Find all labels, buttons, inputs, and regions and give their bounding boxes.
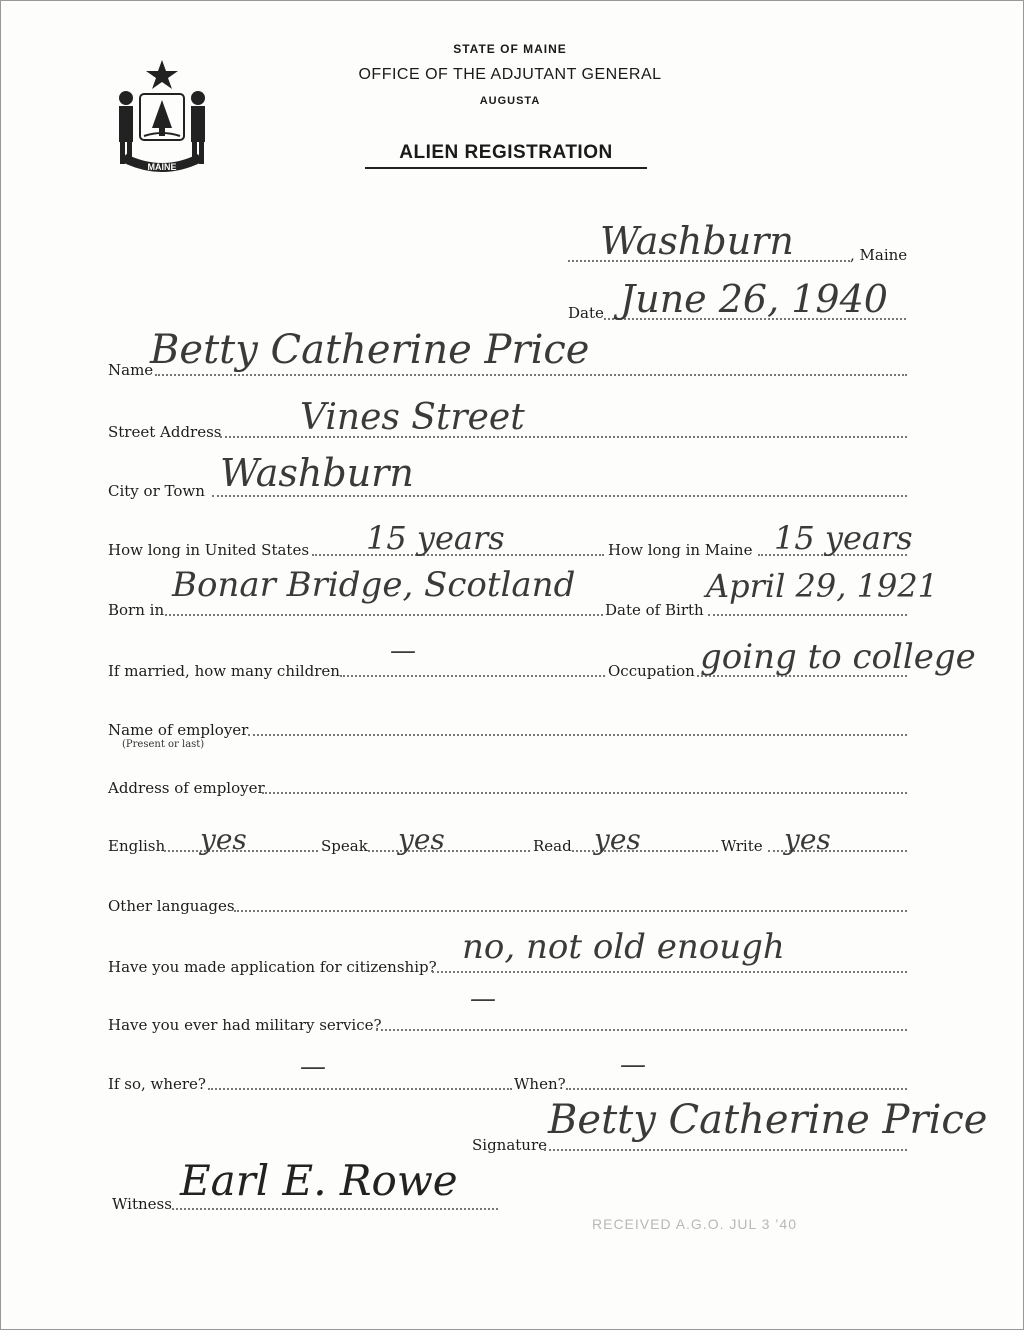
occupation-label: Occupation — [608, 662, 695, 680]
me-duration-label: How long in Maine — [608, 541, 753, 559]
place-value: Washburn — [600, 219, 794, 263]
employer-address-label: Address of employer — [108, 779, 265, 797]
me-duration-value: 15 years — [774, 519, 913, 557]
other-languages-line — [234, 910, 907, 912]
read-label: Read — [533, 837, 572, 855]
received-stamp: RECEIVED A.G.O. JUL 3 ’40 — [592, 1216, 797, 1232]
citizenship-label: Have you made application for citizenship? — [108, 958, 437, 976]
dob-label: Date of Birth — [605, 601, 704, 619]
when-label: When? — [514, 1075, 566, 1093]
read-value: yes — [594, 823, 641, 856]
employer-sublabel: (Present or last) — [122, 739, 205, 750]
form-title: ALIEN REGISTRATION — [365, 142, 647, 169]
military-value: — — [470, 984, 496, 1014]
write-value: yes — [784, 823, 831, 856]
dob-value: April 29, 1921 — [706, 567, 939, 605]
name-line — [155, 374, 907, 376]
city-label: City or Town — [108, 482, 205, 500]
citizenship-value: no, not old enough — [462, 927, 785, 967]
military-line — [376, 1029, 907, 1031]
children-label: If married, how many children — [108, 662, 340, 680]
maine-state-seal-icon — [108, 58, 216, 180]
us-duration-value: 15 years — [366, 519, 505, 557]
street-label: Street Address — [108, 423, 222, 441]
born-label: Born in — [108, 601, 165, 619]
when-value: — — [620, 1050, 646, 1080]
city-line — [212, 495, 907, 497]
english-label: English — [108, 837, 166, 855]
employer-address-line — [262, 792, 907, 794]
us-duration-label: How long in United States — [108, 541, 310, 559]
occupation-value: going to college — [700, 637, 976, 677]
street-value: Vines Street — [300, 397, 525, 438]
speak-line — [368, 850, 530, 852]
other-languages-label: Other languages — [108, 897, 235, 915]
place-suffix: , Maine — [850, 246, 908, 264]
witness-line — [172, 1208, 498, 1210]
name-label: Name — [108, 361, 154, 379]
citizenship-line — [432, 971, 907, 973]
seal-banner-text: MAINE — [147, 162, 177, 172]
children-value: — — [390, 636, 416, 666]
english-value: yes — [200, 823, 247, 856]
signature-label: Signature — [472, 1136, 548, 1154]
speak-label: Speak — [321, 837, 368, 855]
city-value: Washburn — [220, 451, 414, 495]
where-label: If so, where? — [108, 1075, 206, 1093]
header-city: AUGUSTA — [479, 95, 541, 107]
witness-label: Witness — [112, 1195, 172, 1213]
write-label: Write — [721, 837, 763, 855]
born-line — [165, 614, 603, 616]
when-line — [566, 1088, 907, 1090]
employer-label: Name of employer — [108, 721, 249, 739]
date-value: June 26, 1940 — [620, 277, 888, 321]
signature-line — [544, 1149, 907, 1151]
header-state: STATE OF MAINE — [453, 42, 567, 56]
witness-value: Earl E. Rowe — [180, 1156, 458, 1205]
born-value: Bonar Bridge, Scotland — [172, 565, 576, 605]
where-line — [208, 1088, 512, 1090]
military-label: Have you ever had military service? — [108, 1016, 382, 1034]
children-line — [340, 675, 605, 677]
date-label: Date — [568, 304, 604, 322]
header-office: OFFICE OF THE ADJUTANT GENERAL — [358, 66, 662, 83]
name-value: Betty Catherine Price — [150, 327, 590, 373]
dob-line — [708, 614, 907, 616]
speak-value: yes — [398, 823, 445, 856]
employer-line — [248, 734, 907, 736]
signature-value: Betty Catherine Price — [548, 1097, 988, 1143]
where-value: — — [300, 1052, 326, 1082]
